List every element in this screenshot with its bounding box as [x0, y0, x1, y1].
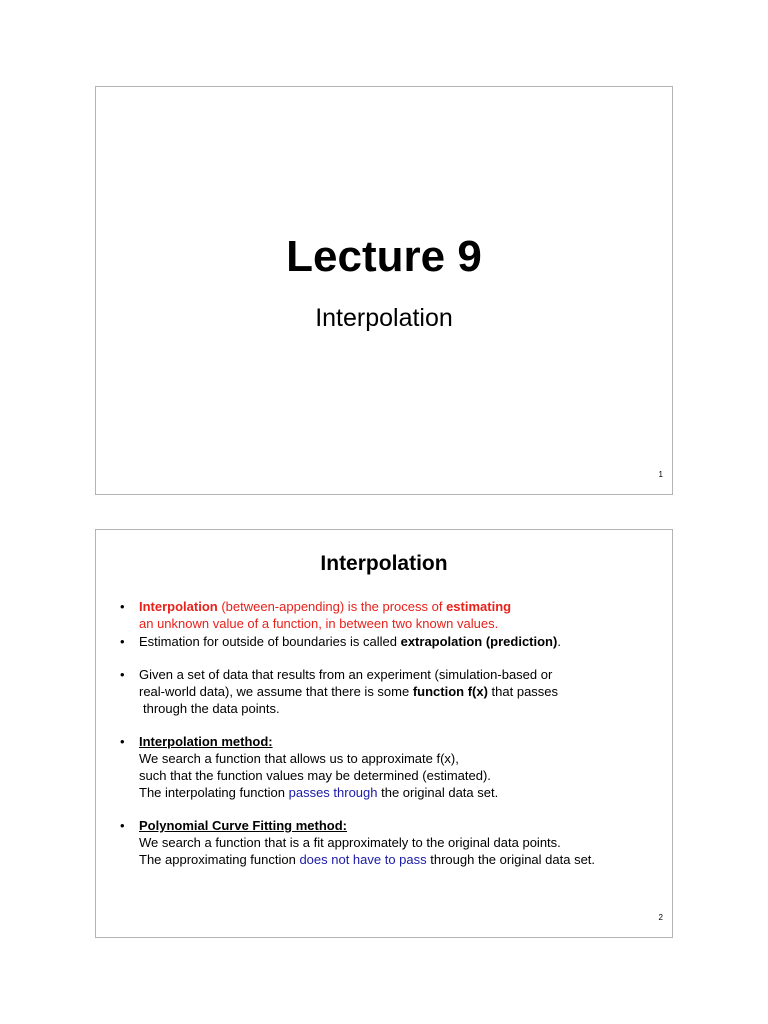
bullet-extrapolation: [120, 633, 656, 650]
bullet-line: We search a function that allows us to approximate f(x),: [139, 751, 459, 766]
highlight-passes-through: passes through: [288, 785, 378, 800]
text-span: The approximating function: [139, 852, 300, 867]
bullet-interpolation-method: [120, 733, 656, 801]
bullet-line: [139, 683, 656, 700]
bullet-line: an unknown value of a function, in between two known values.: [139, 616, 499, 631]
bullet-line: • Given a set of data that results from an experiment (simulation-based or: [139, 667, 553, 682]
term-extrapolation: extrapolation (prediction): [400, 634, 558, 649]
slide-number: 1: [658, 470, 663, 479]
bullet-line: We search a function that is a fit approximately to the original data points.: [139, 835, 561, 850]
bullet-list: [120, 598, 656, 868]
text-span: that passes: [487, 684, 559, 699]
text-span: through the original data set.: [426, 852, 596, 867]
text-span: Estimation for outside of boundaries is called: [139, 634, 401, 649]
text-span: .: [557, 634, 561, 649]
text-span: (between-appending) is the process of: [217, 599, 447, 614]
highlight-does-not-pass: does not have to pass: [299, 852, 427, 867]
bullet-line: [139, 598, 656, 615]
bullet-heading: • Interpolation method:: [139, 734, 273, 749]
term-interpolation: Interpolation: [139, 599, 218, 614]
bullet-interpolation-definition: [120, 598, 656, 632]
term-estimating: estimating: [446, 599, 512, 614]
bullet-line: [139, 784, 656, 801]
text-span: real-world data), we assume that there is some: [139, 684, 413, 699]
bullet-curve-fitting: [120, 817, 656, 868]
bullet-line: [139, 851, 656, 868]
bullet-line: such that the function values may be determined (estimated).: [139, 768, 491, 783]
bullet-line: through the data points.: [143, 701, 280, 716]
text-span: The interpolating function: [139, 785, 289, 800]
lecture-subtitle: Interpolation: [315, 304, 453, 332]
lecture-title: Lecture 9: [286, 232, 482, 281]
term-function: function f(x): [412, 684, 488, 699]
text-span: the original data set.: [377, 785, 499, 800]
slide-number: 2: [658, 913, 663, 922]
bullet-data-set: [120, 666, 656, 717]
slide-heading: Interpolation: [320, 552, 448, 575]
bullet-line: [139, 633, 656, 650]
slide-1: [95, 86, 673, 495]
slide-2: [95, 529, 673, 938]
bullet-heading: • Polynomial Curve Fitting method:: [139, 818, 348, 833]
